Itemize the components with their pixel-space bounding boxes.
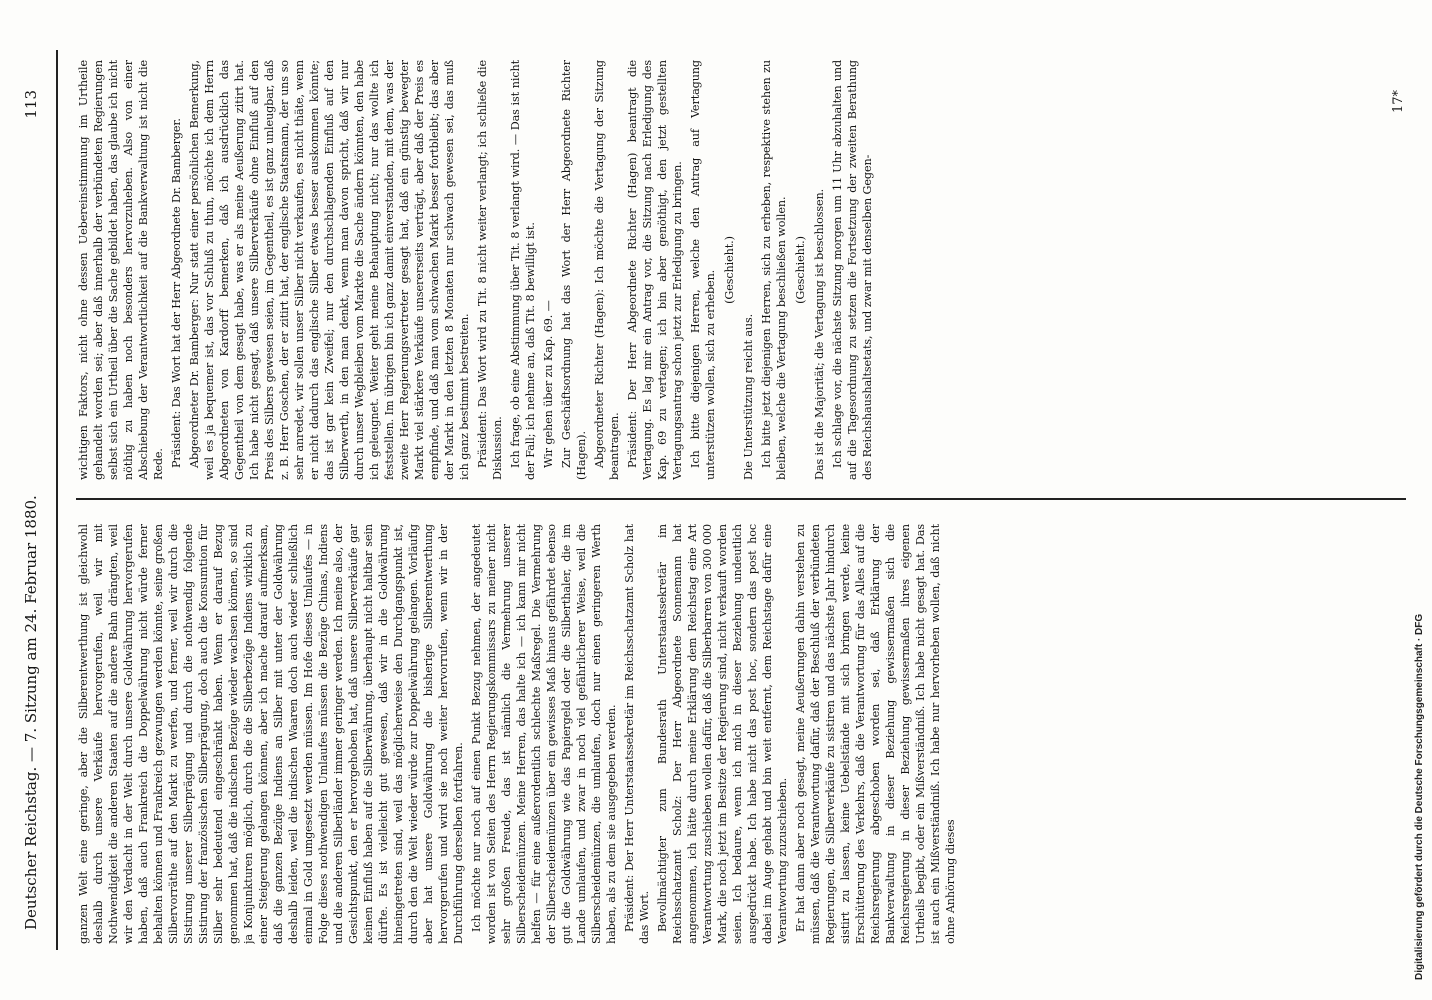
running-title: Deutscher Reichstag. — 7. Sitzung am 24. Februar 1880. [22,495,40,930]
paragraph: Abgeordneter Richter (Hagen): Ich möchte die Vertagung der Sitzung beantragen. [593,60,621,480]
digitization-stamp [1413,100,1427,990]
signature-mark: 17* [1391,90,1406,114]
page-header [16,50,46,950]
paragraph: Präsident: Der Herr Unterstaatssekretär im Reichsschatzamt Scholz hat das Wort. [623,524,651,944]
page-number: 113 [22,90,40,119]
rotated-page [16,50,1416,950]
paragraph: Ich bitte jetzt diejenigen Herren, sich zu erheben, respektive stehen zu bleiben, welche die Vertagung beschließen wollen. [760,60,788,480]
paragraph: Präsident: Das Wort hat der Herr Abgeordnete Dr. Bamberger. [170,118,183,468]
paragraph: Abgeordneter Dr. Bamberger: Nur statt einer persönlichen Bemerkung, weil es ja bequemer ist, das vor Schluß zu thun, möchte ich dem Herrn Abgeordneten von Kardorff bemerken, daß ich ausdrücklich das Gegentheil von dem gesagt habe, was er als meine Aeußerung zitirt hat. Ich habe nicht gesagt, daß unsere Silberverkäufe ohne Einfluß auf den Preis des Silbers gewesen seien, im Gegentheil, es ist ganz unleugbar, daß z. B. Herr Goschen, der er zitirt hat, der englische Staatsmann, der uns so sehr anredet, wir sollen unser Silber nicht verkaufen, es nicht thäte, wenn er nicht dadurch das englische Silber etwas besser auskommen könnte; das ist gar kein Zweifel; nur den durchschlagenden Einfluß auf den Silberwerth, in den man denkt, wenn man davon spricht, daß wir nur durch unser Wegbleiben vom Markte die Sache ändern könnten, den habe ich geleugnet. Weiter geht meine Behauptung nicht; nur das wollte ich feststellen. Im übrigen bin ich ganz damit einverstanden, mit dem, was der zweite Herr Regierungsvertreter gesagt hat, daß ein günstig bewegter Markt viel stärkere Verkäufe unsererseits verträgt, aber daß der Preis es empfinde, und daß man vom schwachen Markt besser fortbleibt; das aber der Markt in den letzten 8 Monaten nur schwach gewesen sei, das muß ich ganz bestimmt bestreiten. [188,60,471,480]
stage-direction: (Geschieht.) [723,236,736,304]
paragraph: Ich schlage vor, die nächste Sitzung morgen um 11 Uhr abzuhalten und auf die Tagesordnung zu setzen die Fortsetzung der zweiten Berathung des Reichshaushaltsetats, und zwar mit denselben Gegen- [831,60,874,480]
column-right [76,60,1396,480]
paragraph: Ich möchte nur noch auf einen Punkt Bezug nehmen, der angedeutet worden ist von Seiten des Herrn Regierungskommissars zu meiner nicht sehr großen Freude, das ist nämlich die Vermehrung unserer Silberscheidemünzen. Meine Herren, das halte ich — ich kann mir nicht helfen — für eine außerordentlich schlechte Maßregel. Die Vermehrung der Silberscheidemünzen über ein gewisses Maß hinaus gefährdet ebenso gut die Goldwährung wie das Papiergeld oder die Silberthaler, die im Lande umlaufen, und zwar in noch viel gefährlicherer Weise, weil die Silberscheidemünzen, die umlaufen, doch nur einen geringeren Werth haben, als zu dem sie ausgegeben werden. [470,524,618,944]
paragraph: Zur Geschäftsordnung hat das Wort der Herr Abgeordnete Richter (Hagen). [560,60,588,480]
paragraph: Die Unterstützung reicht aus. [742,313,755,480]
stamp-text: Digitalisierung gefördert durch die Deutsche Forschungsgemeinschaft · DFG [1414,613,1425,980]
header-rule [56,50,58,950]
column-divider [76,498,1406,500]
paragraph: ganzen Welt eine geringe, aber die Silberentwerthung ist gleichwohl deshalb durch unsere Verkäufe hervorgerufen, weil wir mit Nothwendigkeit die anderen Staaten auf die andere Bahn drängten, weil wir den Verdacht in der Welt durch unsere Goldwährung hervorgerufen haben, daß auch Frankreich die Doppelwährung nicht würde ferner behalten können und Frankreich gezwungen werden könnte, seine großen Silbervorräthe auf den Markt zu werfen, und ferner, weil wir durch die Sistirung unserer Silberprägung und durch die nothwendig folgende Sistirung der französischen Silberprägung, doch auch die Konsumtion für Silber sehr bedeutend eingeschränkt haben. Wenn er darauf Bezug genommen hat, daß die indischen Bezüge wieder wachsen können, so sind ja Konjunkturen möglich, durch die die Silberbezüge Indiens wirklich zu einer Steigerung gelangen können, aber ich mache darauf aufmerksam, daß die ganzen Bezüge Indiens an Silber mit unter der Goldwährung deshalb leiden, weil die indischen Waaren doch auch wieder schließlich einmal in Gold umgesetzt werden müssen. Im Hofe dieses Umlaufes — in Folge dieses nothwendigen Umlaufes müssen die Bezüge Chinas, Indiens und die anderen Silberländer immer geringer werden. Ich meine also, der Gesichtspunkt, den er hervorgehoben hat, daß unsere Silberverkäufe gar keinen Einfluß haben auf die Silberwährung, überhaupt nicht haltbar sein dürfte. Es ist vielleicht gut gewesen, daß wir in die Goldwährung hineingetreten sind, weil das möglicherweise den Durchgangspunkt ist, durch den die Welt wieder würde zur Doppelwährung gelangen. Vorläufig aber hat unsere Goldwährung die bisherige Silberentwerthung hervorgerufen und wird sie noch weiter hervorrufen, wenn wir in der Durchführung derselben fortfahren. [77,524,465,944]
paragraph: Präsident: Der Herr Abgeordnete Richter (Hagen) beantragt die Vertagung. Es lag mir ein Antrag vor, die Sitzung nach Erledigung des Kap. 69 zu vertagen; ich bin aber genöthigt, den jetzt gestellten Vertagungsantrag schon jetzt zur Erledigung zu bringen. [626,60,684,480]
column-left [76,524,1396,944]
paragraph: Er hat dann aber noch gesagt, meine Aeußerungen dahin verstehen zu müssen, daß die Verantwortung dafür, daß der Beschluß der verbündeten Regierungen, die Silberverkäufe zu sistiren und das nächste Jahr hindurch sistirt zu lassen, keine Uebelstände mit sich bringen werde, keine Erschütterung des Verkehrs, daß die Verantwortung für das Alles auf die Reichsregierung abgeschoben worden sei, daß Erklärung der Bankverwaltung in dieser Beziehung gewissermaßen sich die Reichsregierung in dieser Beziehung gewissermaßen ihres eigenen Urtheils begibt, oder ein Mißverständniß. Ich habe nicht gesagt hat. Das ist auch ein Mißverständniß. Ich habe nur hervorheben wollen, daß nicht ohne Anhörung dieses [794,524,957,944]
paragraph: Ich frage, ob eine Abstimmung über Tit. 8 verlangt wird. — Das ist nicht der Fall; ich nehme an, daß Tit. 8 bewilligt ist. [509,60,537,480]
stage-direction: (Geschieht.) [794,236,807,304]
paragraph: Ich bitte diejenigen Herren, welche den Antrag auf Vertagung unterstützen wollen, sich zu erheben. [689,60,717,480]
paragraph: wichtigen Faktors, nicht ohne dessen Uebereinstimmung im Urtheile gehandelt worden sei; aber daß innerhalb der verbündeten Regierungen selbst sich ein Urtheil über die Sache gebildet haben, das glaube ich nicht nöthig zu haben noch besonders hervorzuheben. Also von einer Abschiebung der Verantwortlichkeit auf die Bankverwaltung ist nicht die Rede. [77,60,165,480]
paragraph: Das ist die Majorität; die Vertagung ist beschlossen. [813,188,826,480]
paragraph: Präsident: Das Wort wird zu Tit. 8 nicht weiter verlangt; ich schließe die Diskussion. [476,60,504,480]
paragraph: Bevollmächtigter zum Bundesrath Unterstaatssekretär im Reichsschatzamt Scholz: Der Herr Abgeordnete Sonnemann hat angenommen, ich hätte durch meine Erklärung dem Reichstag eine Art Verantwortung zuschieben wollen dafür, daß die Silberbarren von 300 000 Mark, die noch jetzt im Besitze der Regierung sind, nicht verkauft worden seien. Ich bedaure, wenn ich mich in dieser Beziehung undeutlich ausgedrückt habe. Ich habe nicht das post hoc, sondern das post hoc dabei im Auge gehabt und bin weit entfernt, dem Reichstage dafür eine Verantwortung zuzuschieben. [656,524,789,944]
paragraph: Wir gehen über zu Kap. 69. — [542,300,555,468]
